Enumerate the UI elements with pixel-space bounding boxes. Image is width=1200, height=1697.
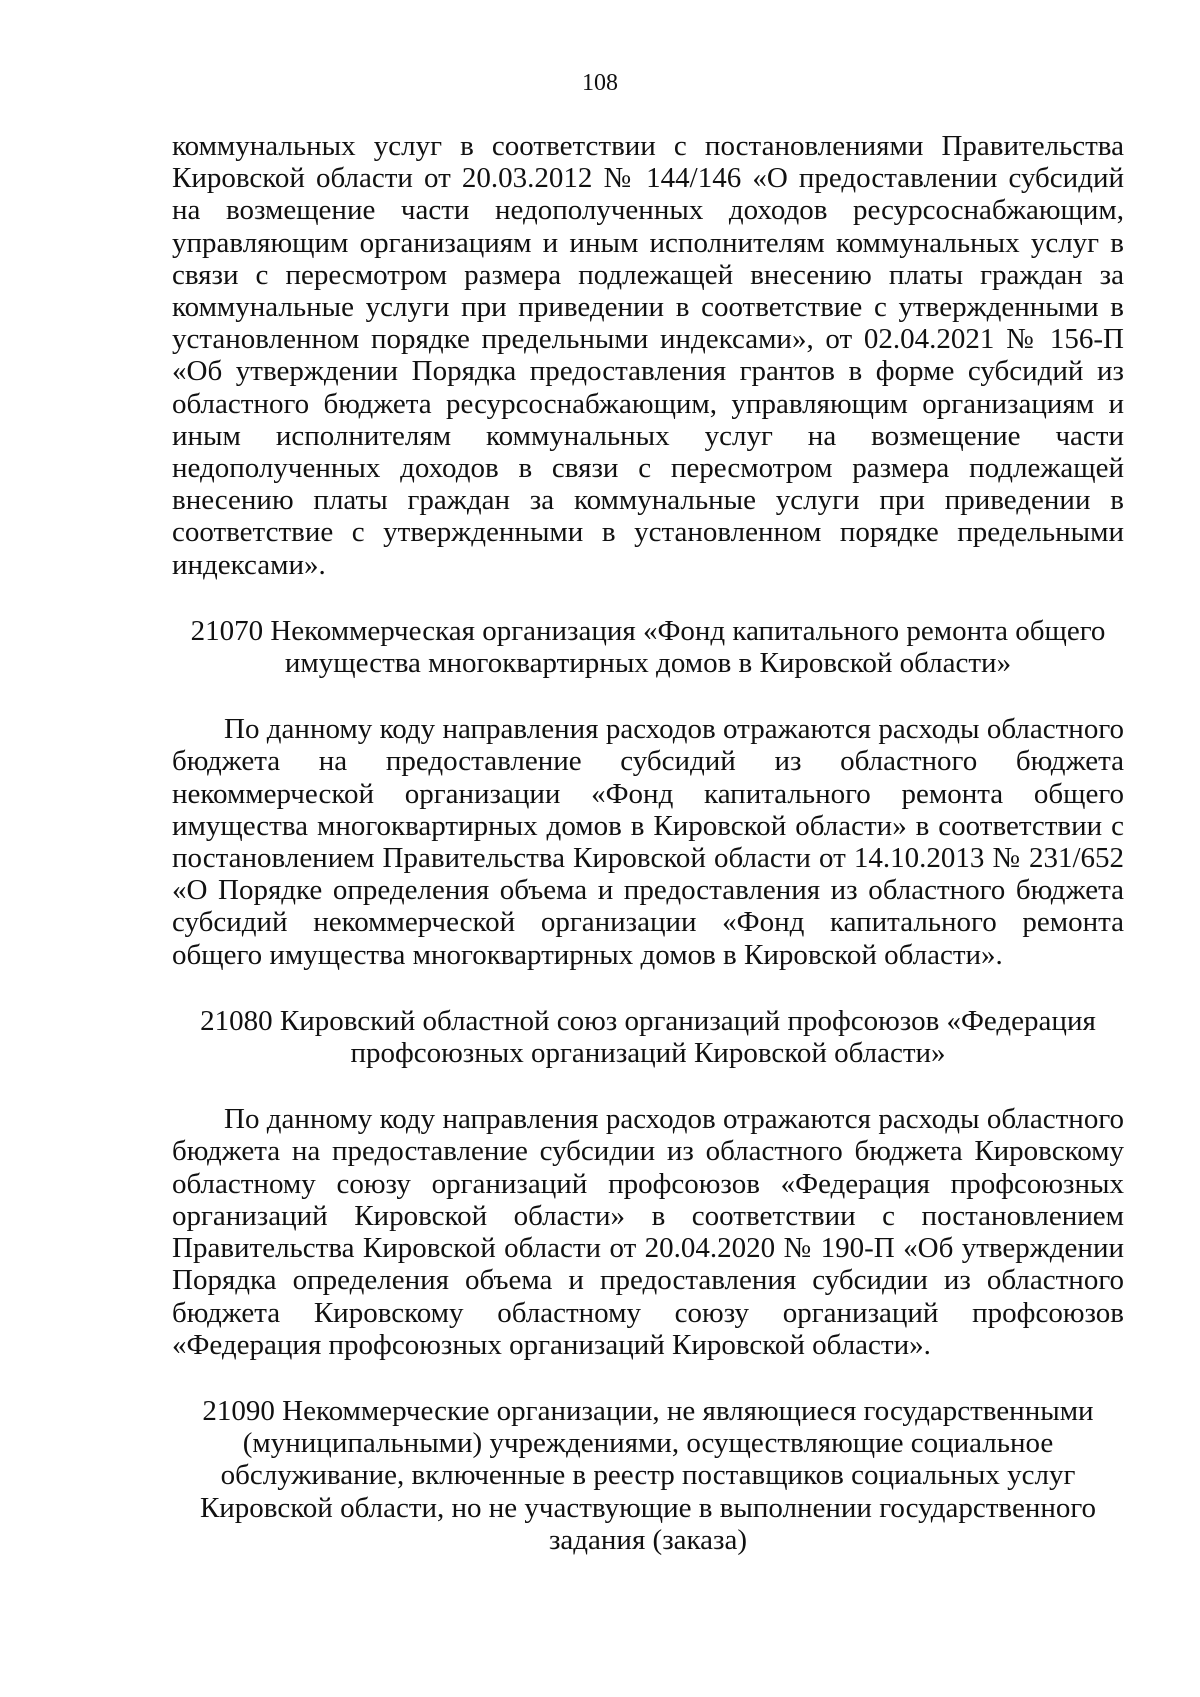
section-21070-heading bbox=[172, 615, 1124, 679]
section-21070-heading-line-2: имущества многоквартирных домов в Кировской области» bbox=[284, 647, 1012, 680]
section-21070-body: По данному коду направления расходов отражаются расходы областного бюджета на предоставление субсидий из областного бюджета некоммерческой организации «Фонд капитального ремонта общего имущества многоквартирных домов в Кировской области» в соответствии с постановлением Правительства Кировской области от 14.10.2013 № 231/652 «О Порядке определения объема и предоставления из областного бюджета субсидий некоммерческой организации «Фонд капитального ремонта общего имущества многоквартирных домов в Кировской области». bbox=[172, 713, 1124, 971]
section-21090-heading-line-1: 21090 Некоммерческие организации, не являющиеся государственными bbox=[202, 1394, 1094, 1427]
section-21090-heading-line-5: задания (заказа) bbox=[548, 1523, 748, 1556]
page-content bbox=[172, 130, 1124, 1556]
section-21080-body: По данному коду направления расходов отражаются расходы областного бюджета на предоставление субсидии из областного бюджета Кировскому областному союзу организаций профсоюзов «Федерация профсоюзных организаций Кировской области» в соответствии с постановлением Правительства Кировской области от 20.04.2020 № 190-П «Об утверждении Порядка определения объема и предоставления субсидии из областного бюджета Кировскому областному союзу организаций профсоюзов «Федерация профсоюзных организаций Кировской области». bbox=[172, 1103, 1124, 1361]
spacer bbox=[172, 679, 1124, 713]
spacer bbox=[172, 1069, 1124, 1103]
spacer bbox=[172, 1361, 1124, 1395]
spacer bbox=[172, 971, 1124, 1005]
section-21090-heading-line-3: обслуживание, включенные в реестр поставщиков социальных услуг bbox=[220, 1459, 1076, 1492]
section-21090-heading bbox=[172, 1395, 1124, 1556]
intro-paragraph: коммунальных услуг в соответствии с постановлениями Правительства Кировской области от 20.03.2012 № 144/146 «О предоставлении субсидий на возмещение части недополученных доходов ресурсоснабжающим, управляющим организациям и иным исполнителям коммунальных услуг в связи с пересмотром размера подлежащей внесению платы граждан за коммунальные услуги при приведении в соответствие с утвержденными в установленном порядке предельными индексами», от 02.04.2021 № 156-П «Об утверждении Порядка предоставления грантов в форме субсидий из областного бюджета ресурсоснабжающим, управляющим организациям и иным исполнителям коммунальных услуг на возмещение части недополученных доходов в связи с пересмотром размера подлежащей внесению платы граждан за коммунальные услуги при приведении в соответствие с утвержденными в установленном порядке предельными индексами». bbox=[172, 130, 1124, 581]
section-21070-heading-line-1: 21070 Некоммерческая организация «Фонд капитального ремонта общего bbox=[190, 614, 1106, 647]
section-21090-heading-line-4: Кировской области, но не участвующие в выполнении государственного bbox=[199, 1491, 1097, 1524]
spacer bbox=[172, 581, 1124, 615]
page-number: 108 bbox=[582, 70, 618, 96]
section-21080-heading bbox=[172, 1005, 1124, 1069]
section-21080-heading-line-1: 21080 Кировский областной союз организаций профсоюзов «Федерация bbox=[200, 1004, 1096, 1037]
section-21090-heading-line-2: (муниципальными) учреждениями, осуществляющие социальное bbox=[242, 1427, 1054, 1460]
section-21080-heading-line-2: профсоюзных организаций Кировской области» bbox=[350, 1037, 946, 1070]
